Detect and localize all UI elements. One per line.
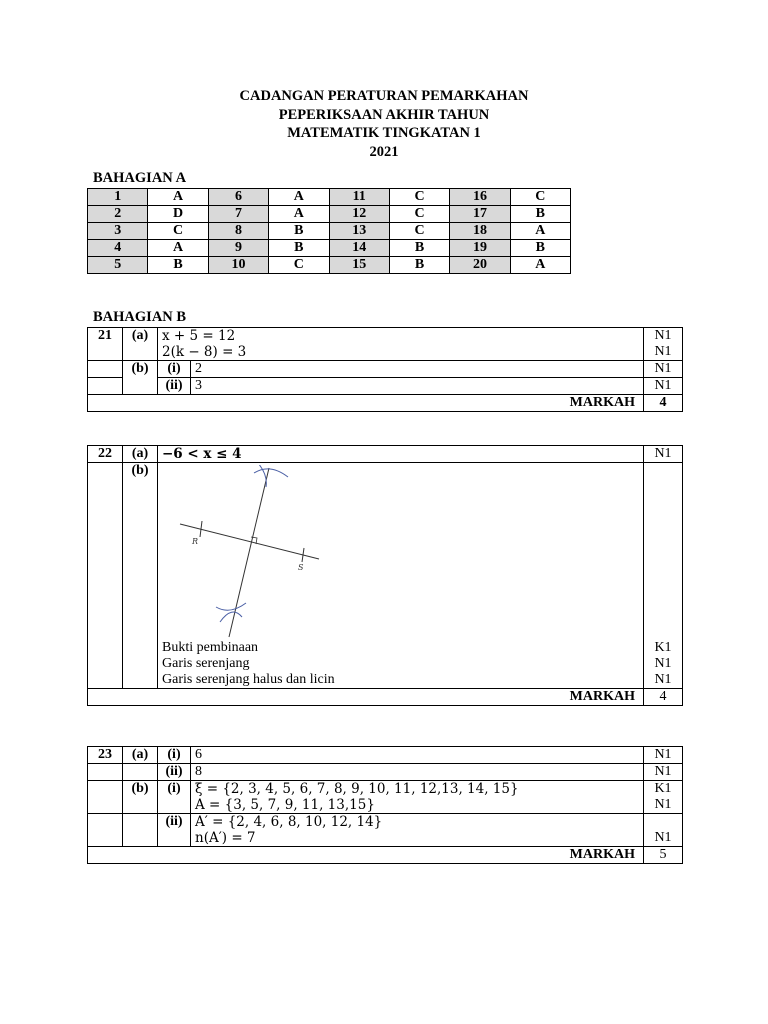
page-header [0, 87, 768, 161]
answer-letter: B [269, 223, 329, 240]
answer-letter: C [510, 189, 570, 206]
header-title: CADANGAN PERATURAN PEMARKAHAN [239, 88, 529, 104]
question-number: 3 [88, 223, 148, 240]
answer-letter: B [148, 257, 208, 274]
answer-letter: C [269, 257, 329, 274]
subpart-label: (ii) [158, 764, 191, 781]
subpart-label: (ii) [158, 378, 191, 395]
answer-letter: B [389, 240, 449, 257]
answer-line: 2(k − 8) = 3 [162, 344, 247, 360]
question-number: 7 [208, 206, 268, 223]
header-year: 2021 [369, 143, 399, 160]
question-number: 6 [208, 189, 268, 206]
answer-letter: B [269, 240, 329, 257]
answer-cell [158, 463, 644, 689]
total-marks: 4 [644, 689, 683, 706]
answer-letter: C [389, 206, 449, 223]
question-number: 19 [450, 240, 510, 257]
table-row [88, 781, 683, 814]
table-row [88, 847, 683, 864]
mark-cell [644, 781, 683, 814]
answer-letter: A [269, 189, 329, 206]
mark-code: N1 [644, 814, 683, 847]
header-exam-name: PEPERIKSAAN AKHIR TAHUN [278, 106, 490, 123]
question-23-table [87, 746, 683, 864]
mark-code: N1 [654, 656, 672, 671]
answer-line: A = {3, 5, 7, 9, 11, 13,15} [195, 797, 375, 813]
answer-cell: 6 [191, 747, 644, 764]
answer-grid-a [87, 188, 571, 274]
total-marks: 5 [644, 847, 683, 864]
mark-code: N1 [654, 797, 672, 812]
mark-code: N1 [644, 764, 683, 781]
table-row [88, 463, 683, 689]
question-number: 18 [450, 223, 510, 240]
question-21-table [87, 327, 683, 412]
question-number: 4 [88, 240, 148, 257]
question-number: 10 [208, 257, 268, 274]
construction-arc [216, 603, 246, 610]
question-number: 9 [208, 240, 268, 257]
table-row [88, 747, 683, 764]
table-row [88, 446, 683, 463]
section-b-label: BAHAGIAN B [93, 309, 187, 325]
question-number: 1 [88, 189, 148, 206]
answer-letter: A [148, 189, 208, 206]
table-row [88, 223, 571, 240]
criteria-line: Garis serenjang [162, 656, 250, 671]
table-row [88, 257, 571, 274]
answer-cell [191, 814, 644, 847]
part-label: (b) [123, 361, 158, 395]
question-number: 11 [329, 189, 389, 206]
mark-code: N1 [644, 747, 683, 764]
question-number: 15 [329, 257, 389, 274]
answer-cell: −6 < x ≤ 4 [158, 446, 644, 463]
table-row [88, 328, 683, 361]
mark-code: N1 [654, 672, 672, 687]
table-row [88, 240, 571, 257]
answer-cell: 3 [191, 378, 644, 395]
answer-cell: 8 [191, 764, 644, 781]
mark-code: N1 [644, 361, 683, 378]
answer-line: A′ = {2, 4, 6, 8, 10, 12, 14} [195, 814, 383, 830]
header-subject: MATEMATIK TINGKATAN 1 [287, 125, 481, 141]
question-number: 2 [88, 206, 148, 223]
question-number: 21 [88, 328, 123, 361]
subpart-label: (ii) [158, 814, 191, 847]
question-22-table [87, 445, 683, 706]
subpart-label: (i) [158, 781, 191, 814]
table-row [88, 395, 683, 412]
construction-arc [220, 612, 242, 622]
total-marks: 4 [644, 395, 683, 412]
mark-code: N1 [644, 446, 683, 463]
answer-letter: B [510, 206, 570, 223]
question-number: 20 [450, 257, 510, 274]
answer-line: ξ = {2, 3, 4, 5, 6, 7, 8, 9, 10, 11, 12,13, 14, 15} [195, 781, 519, 797]
question-number: 22 [88, 446, 123, 463]
table-row [88, 361, 683, 378]
criteria-line: Bukti pembinaan [162, 640, 259, 655]
perpendicular-line [229, 468, 269, 637]
table-row [88, 189, 571, 206]
criteria-line: Garis serenjang halus dan licin [162, 672, 335, 687]
question-number: 12 [329, 206, 389, 223]
question-number: 5 [88, 257, 148, 274]
mark-cell [644, 328, 683, 361]
answer-letter: A [148, 240, 208, 257]
answer-cell [158, 328, 644, 361]
perpendicular-construction-diagram [162, 465, 352, 640]
question-number: 13 [329, 223, 389, 240]
answer-letter: B [510, 240, 570, 257]
part-label: (b) [123, 781, 158, 814]
section-a-label: BAHAGIAN A [93, 170, 187, 186]
answer-cell [191, 781, 644, 814]
part-label: (b) [123, 463, 158, 689]
answer-letter: A [510, 257, 570, 274]
mark-code: K1 [654, 640, 672, 655]
question-number: 23 [88, 747, 123, 764]
answer-letter: C [148, 223, 208, 240]
mark-code: N1 [654, 344, 672, 359]
point-s-label: S [298, 563, 304, 572]
subpart-label: (i) [158, 747, 191, 764]
table-row [88, 689, 683, 706]
question-number: 16 [450, 189, 510, 206]
table-row [88, 764, 683, 781]
question-number: 8 [208, 223, 268, 240]
answer-letter: C [389, 223, 449, 240]
subpart-label: (i) [158, 361, 191, 378]
answer-line: x + 5 = 12 [162, 328, 236, 344]
answer-cell: 2 [191, 361, 644, 378]
part-label: (a) [123, 747, 158, 764]
markah-label: MARKAH [88, 689, 644, 706]
part-label: (a) [123, 328, 158, 361]
mark-code: N1 [644, 378, 683, 395]
table-row [88, 378, 683, 395]
table-row [88, 814, 683, 847]
mark-cell [644, 463, 683, 689]
mark-code: N1 [654, 328, 672, 343]
table-row [88, 206, 571, 223]
question-number: 17 [450, 206, 510, 223]
answer-letter: A [510, 223, 570, 240]
answer-letter: B [389, 257, 449, 274]
answer-line: n(A′) = 7 [195, 830, 256, 846]
markah-label: MARKAH [88, 847, 644, 864]
mark-code: K1 [654, 781, 672, 796]
answer-letter: C [389, 189, 449, 206]
answer-letter: A [269, 206, 329, 223]
question-number: 14 [329, 240, 389, 257]
point-r-label: R [192, 537, 199, 546]
construction-arc [254, 469, 288, 477]
answer-letter: D [148, 206, 208, 223]
part-label: (a) [123, 446, 158, 463]
markah-label: MARKAH [88, 395, 644, 412]
